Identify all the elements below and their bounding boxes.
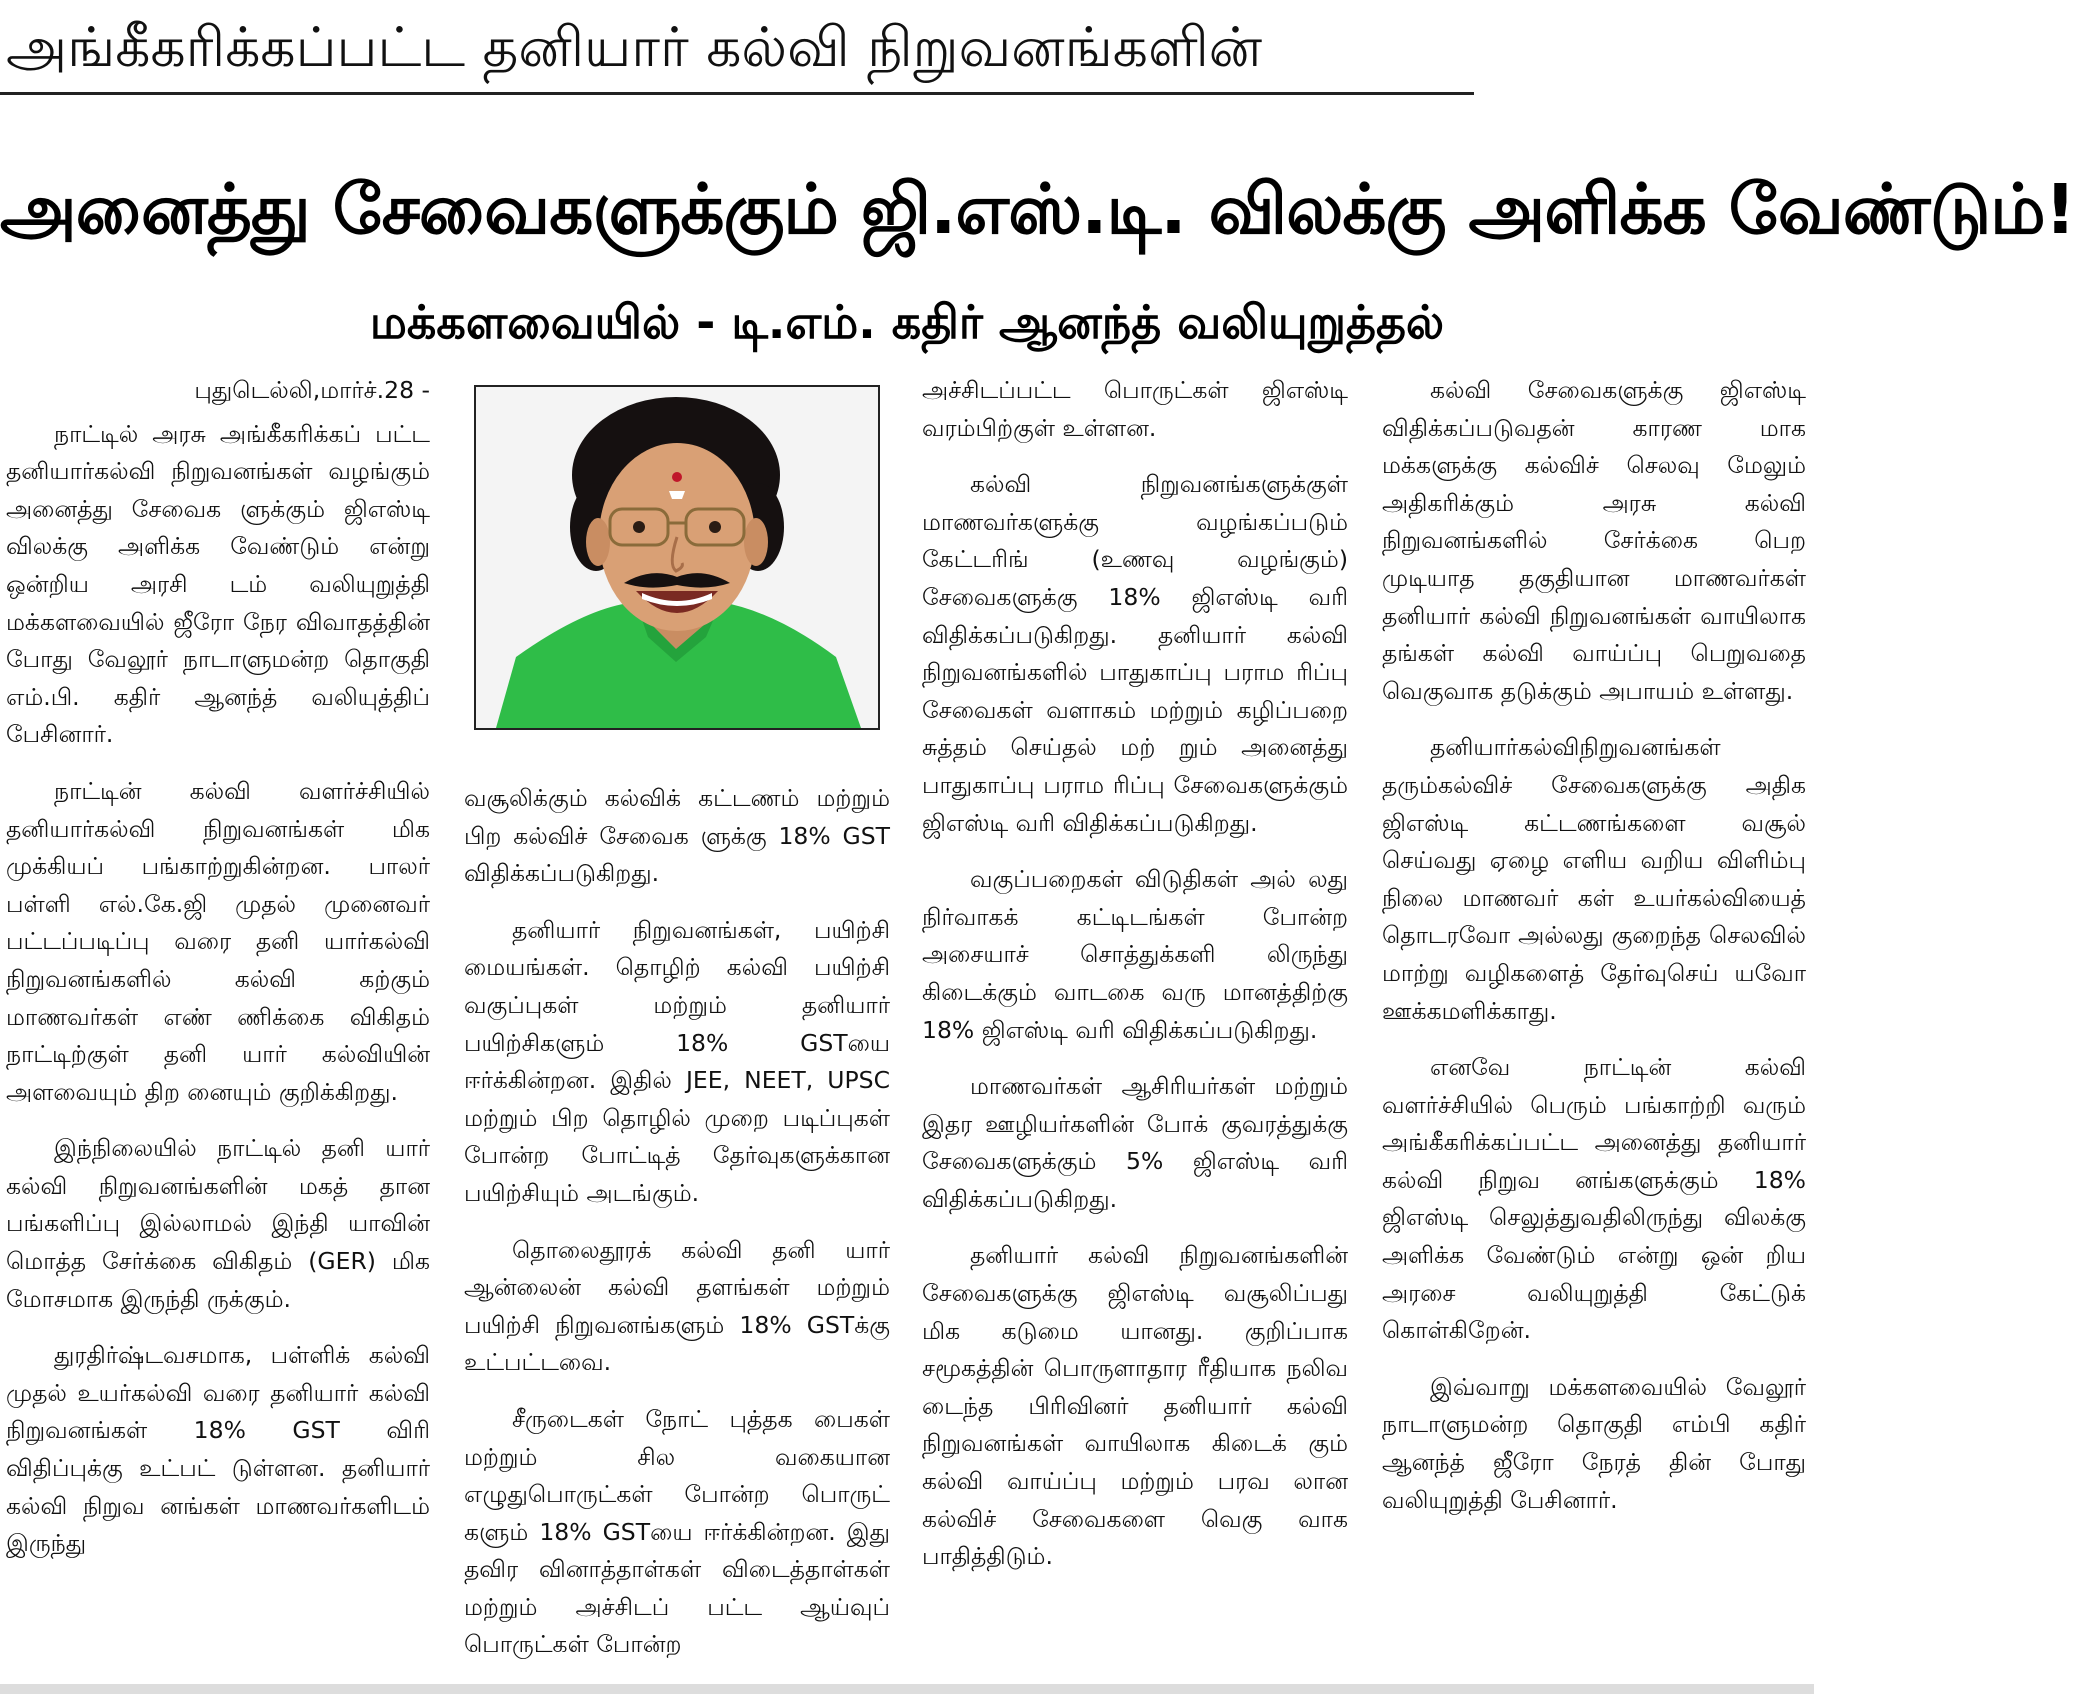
paragraph: இந்நிலையில் நாட்டில் தனி யார் கல்வி நிறுவனங்களின் மகத் தான பங்களிப்பு இல்லாமல் இந்தி யாவின் மொத்த சேர்க்கை விகிதம் (GER) மிக மோசமாக இருந்தி ருக்கும். (6, 1134, 430, 1313)
paragraph: வசூலிக்கும் கல்விக் கட்டணம் மற்றும் பிற கல்விச் சேவைக ளுக்கு 18% GST விதிக்கப்படுகிறது. (464, 784, 890, 888)
dateline: புதுடெல்லி,மார்ச்.28 - (194, 376, 430, 404)
paragraph: சீருடைகள் நோட் புத்தக பைகள் மற்றும் சில வகையான எழுதுபொருட்கள் போன்ற பொருட் களும் 18% GSTயை ஈர்க்கின்றன. இது தவிர வினாத்தாள்கள் விடைத்தாள்கள் மற்றும் அச்சிடப் பட்ட ஆய்வுப் பொருட்கள் போன்ற (464, 1404, 890, 1659)
paragraph: நாட்டில் அரசு அங்கீகரிக்கப் பட்ட தனியார்கல்வி நிறுவனங்கள் வழங்கும் அனைத்து சேவைக ளுக்கும் ஜிஎஸ்டி விலக்கு அளிக்க வேண்டும் என்று ஒன்றிய அரசி டம் வலியுறுத்தி மக்களவையில் ஜீரோ நேர விவாதத்தின் போது வேலூர் நாடாளுமன்ற தொகுதி எம்.பி. கதிர் ஆனந்த் வலியுத்திப் பேசினார். (6, 419, 430, 749)
portrait-photo-icon (476, 387, 878, 728)
paragraph: கல்வி நிறுவனங்களுக்குள் மாணவர்களுக்கு வழங்கப்படும் கேட்டரிங் (உணவு வழங்கும்) சேவைகளுக்கு 18% ஜிஎஸ்டி வரி விதிக்கப்படுகிறது. தனியார் கல்வி நிறுவனங்களில் பாதுகாப்பு பராம ரிப்பு சேவைகள் வளாகம் மற்றும் கழிப்பறை சுத்தம் செய்தல் மற் றும் அனைத்து பாதுகாப்பு பராம ரிப்பு சேவைகளுக்கும் ஜிஎஸ்டி வரி விதிக்கப்படுகிறது. (922, 470, 1348, 837)
paragraph: தனியார் கல்வி நிறுவனங்களின் சேவைகளுக்கு ஜிஎஸ்டி வசூலிப்பது மிக கடுமை யானது. குறிப்பாக சமூகத்தின் பொருளாதார ரீதியாக நலிவ டைந்த பிரிவினர் தனியார் கல்வி நிறுவனங்கள் வாயிலாக கிடைக் கும் கல்வி வாய்ப்பு மற்றும் பரவ லான கல்விச் சேவைகளை வெகு வாக பாதித்திடும். (922, 1241, 1348, 1571)
paragraph: வகுப்பறைகள் விடுதிகள் அல் லது நிர்வாகக் கட்டிடங்கள் போன்ற அசையாச் சொத்துக்களி லிருந்து கிடைக்கும் வாடகை வரு மானத்திற்கு 18% ஜிஎஸ்டி வரி விதிக்கப்படுகிறது. (922, 865, 1348, 1044)
paragraph: மாணவர்கள் ஆசிரியர்கள் மற்றும் இதர ஊழியர்களின் போக் குவரத்துக்கு சேவைகளுக்கும் 5% ஜிஎஸ்டி வரி விதிக்கப்படுகிறது. (922, 1072, 1348, 1213)
kicker-heading: அங்கீகரிக்கப்பட்ட தனியார் கல்வி நிறுவனங்களின் (6, 15, 1263, 79)
paragraph: நாட்டின் கல்வி வளர்ச்சியில் தனியார்கல்வி நிறுவனங்கள் மிக முக்கியப் பங்காற்றுகின்றன. பாலர் பள்ளி எல்.கே.ஜி முதல் முனைவர் பட்டப்படிப்பு வரை தனி யார்கல்வி நிறுவனங்களில் கல்வி கற்கும் மாணவர்கள் எண் ணிக்கை விகிதம் நாட்டிற்குள் தனி யார் கல்வியின் அளவையும் திற னையும் குறிக்கிறது. (6, 776, 430, 1106)
portrait-photo (474, 385, 880, 730)
paragraph: இவ்வாறு மக்களவையில் வேலூர் நாடாளுமன்ற தொகுதி எம்பி கதிர் ஆனந்த் ஜீரோ நேரத் தின் போது வலியுறுத்தி பேசினார். (1382, 1372, 1806, 1514)
article-column-4 (1382, 372, 1806, 1690)
paragraph: துரதிர்ஷ்டவசமாக, பள்ளிக் கல்வி முதல் உயர்கல்வி வரை தனியார் கல்வி நிறுவனங்கள் 18% GST விரி விதிப்புக்கு உட்பட் டுள்ளன. தனியார் கல்வி நிறுவ னங்கள் மாணவர்களிடம் இருந்து (6, 1341, 430, 1558)
kicker-divider (0, 92, 1474, 95)
article-column-3 (922, 372, 1348, 1690)
paragraph: தொலைதூரக் கல்வி தனி யார் ஆன்லைன் கல்வி தளங்கள் மற்றும் பயிற்சி நிறுவனங்களும் 18% GSTக்கு உட்பட்டவை. (464, 1235, 890, 1377)
article-column-1 (6, 372, 430, 1690)
paragraph: தனியார் நிறுவனங்கள், பயிற்சி மையங்கள். தொழிற் கல்வி பயிற்சி வகுப்புகள் மற்றும் தனியார் பயிற்சிகளும் 18% GSTயை ஈர்க்கின்றன. இதில் JEE, NEET, UPSC மற்றும் பிற தொழில் முறை படிப்புகள் போன்ற போட்டித் தேர்வுகளுக்கான பயிற்சியும் அடங்கும். (464, 915, 890, 1207)
paragraph: அச்சிடப்பட்ட பொருட்கள் ஜிஎஸ்டி வரம்பிற்குள் உள்ளன. (922, 376, 1348, 442)
page-bottom-edge (0, 1684, 1814, 1694)
paragraph: எனவே நாட்டின் கல்வி வளர்ச்சியில் பெரும் பங்காற்றி வரும் அங்கீகரிக்கப்பட்ட அனைத்து தனியார் கல்வி நிறுவ னங்களுக்கும் 18% ஜிஎஸ்டி செலுத்துவதிலிருந்து விலக்கு அளிக்க வேண்டும் என்று ஒன் றிய அரசை வலியுறுத்தி கேட்டுக் கொள்கிறேன். (1382, 1053, 1806, 1345)
paragraph: கல்வி சேவைகளுக்கு ஜிஎஸ்டி விதிக்கப்படுவதன் காரண மாக மக்களுக்கு கல்விச் செலவு மேலும் அதிகரிக்கும் அரசு கல்வி நிறுவனங்களில் சேர்க்கை பெற முடியாத தகுதியான மாணவர்கள் தனியார் கல்வி நிறுவனங்கள் வாயிலாக தங்கள் கல்வி வாய்ப்பு பெறுவதை வெகுவாக தடுக்கும் அபாயம் உள்ளது. (1382, 376, 1806, 705)
article-column-2 (464, 780, 890, 1690)
paragraph: தனியார்கல்விநிறுவனங்கள் தரும்கல்விச் சேவைகளுக்கு அதிக ஜிஎஸ்டி கட்டணங்களை வசூல் செய்வது ஏழை எளிய வறிய விளிம்பு நிலை மாணவர் கள் உயர்கல்வியைத் தொடரவோ அல்லது குறைந்த செலவில் மாற்று வழிகளைத் தேர்வுசெய் யவோ ஊக்கமளிக்காது. (1382, 733, 1806, 1025)
subheadline: மக்களவையில் - டி.எம். கதிர் ஆனந்த் வலியுறுத்தல் (369, 295, 1445, 349)
headline: அனைத்து சேவைகளுக்கும் ஜி.எஸ்.டி. விலக்கு அளிக்க வேண்டும்! (0, 170, 2075, 250)
